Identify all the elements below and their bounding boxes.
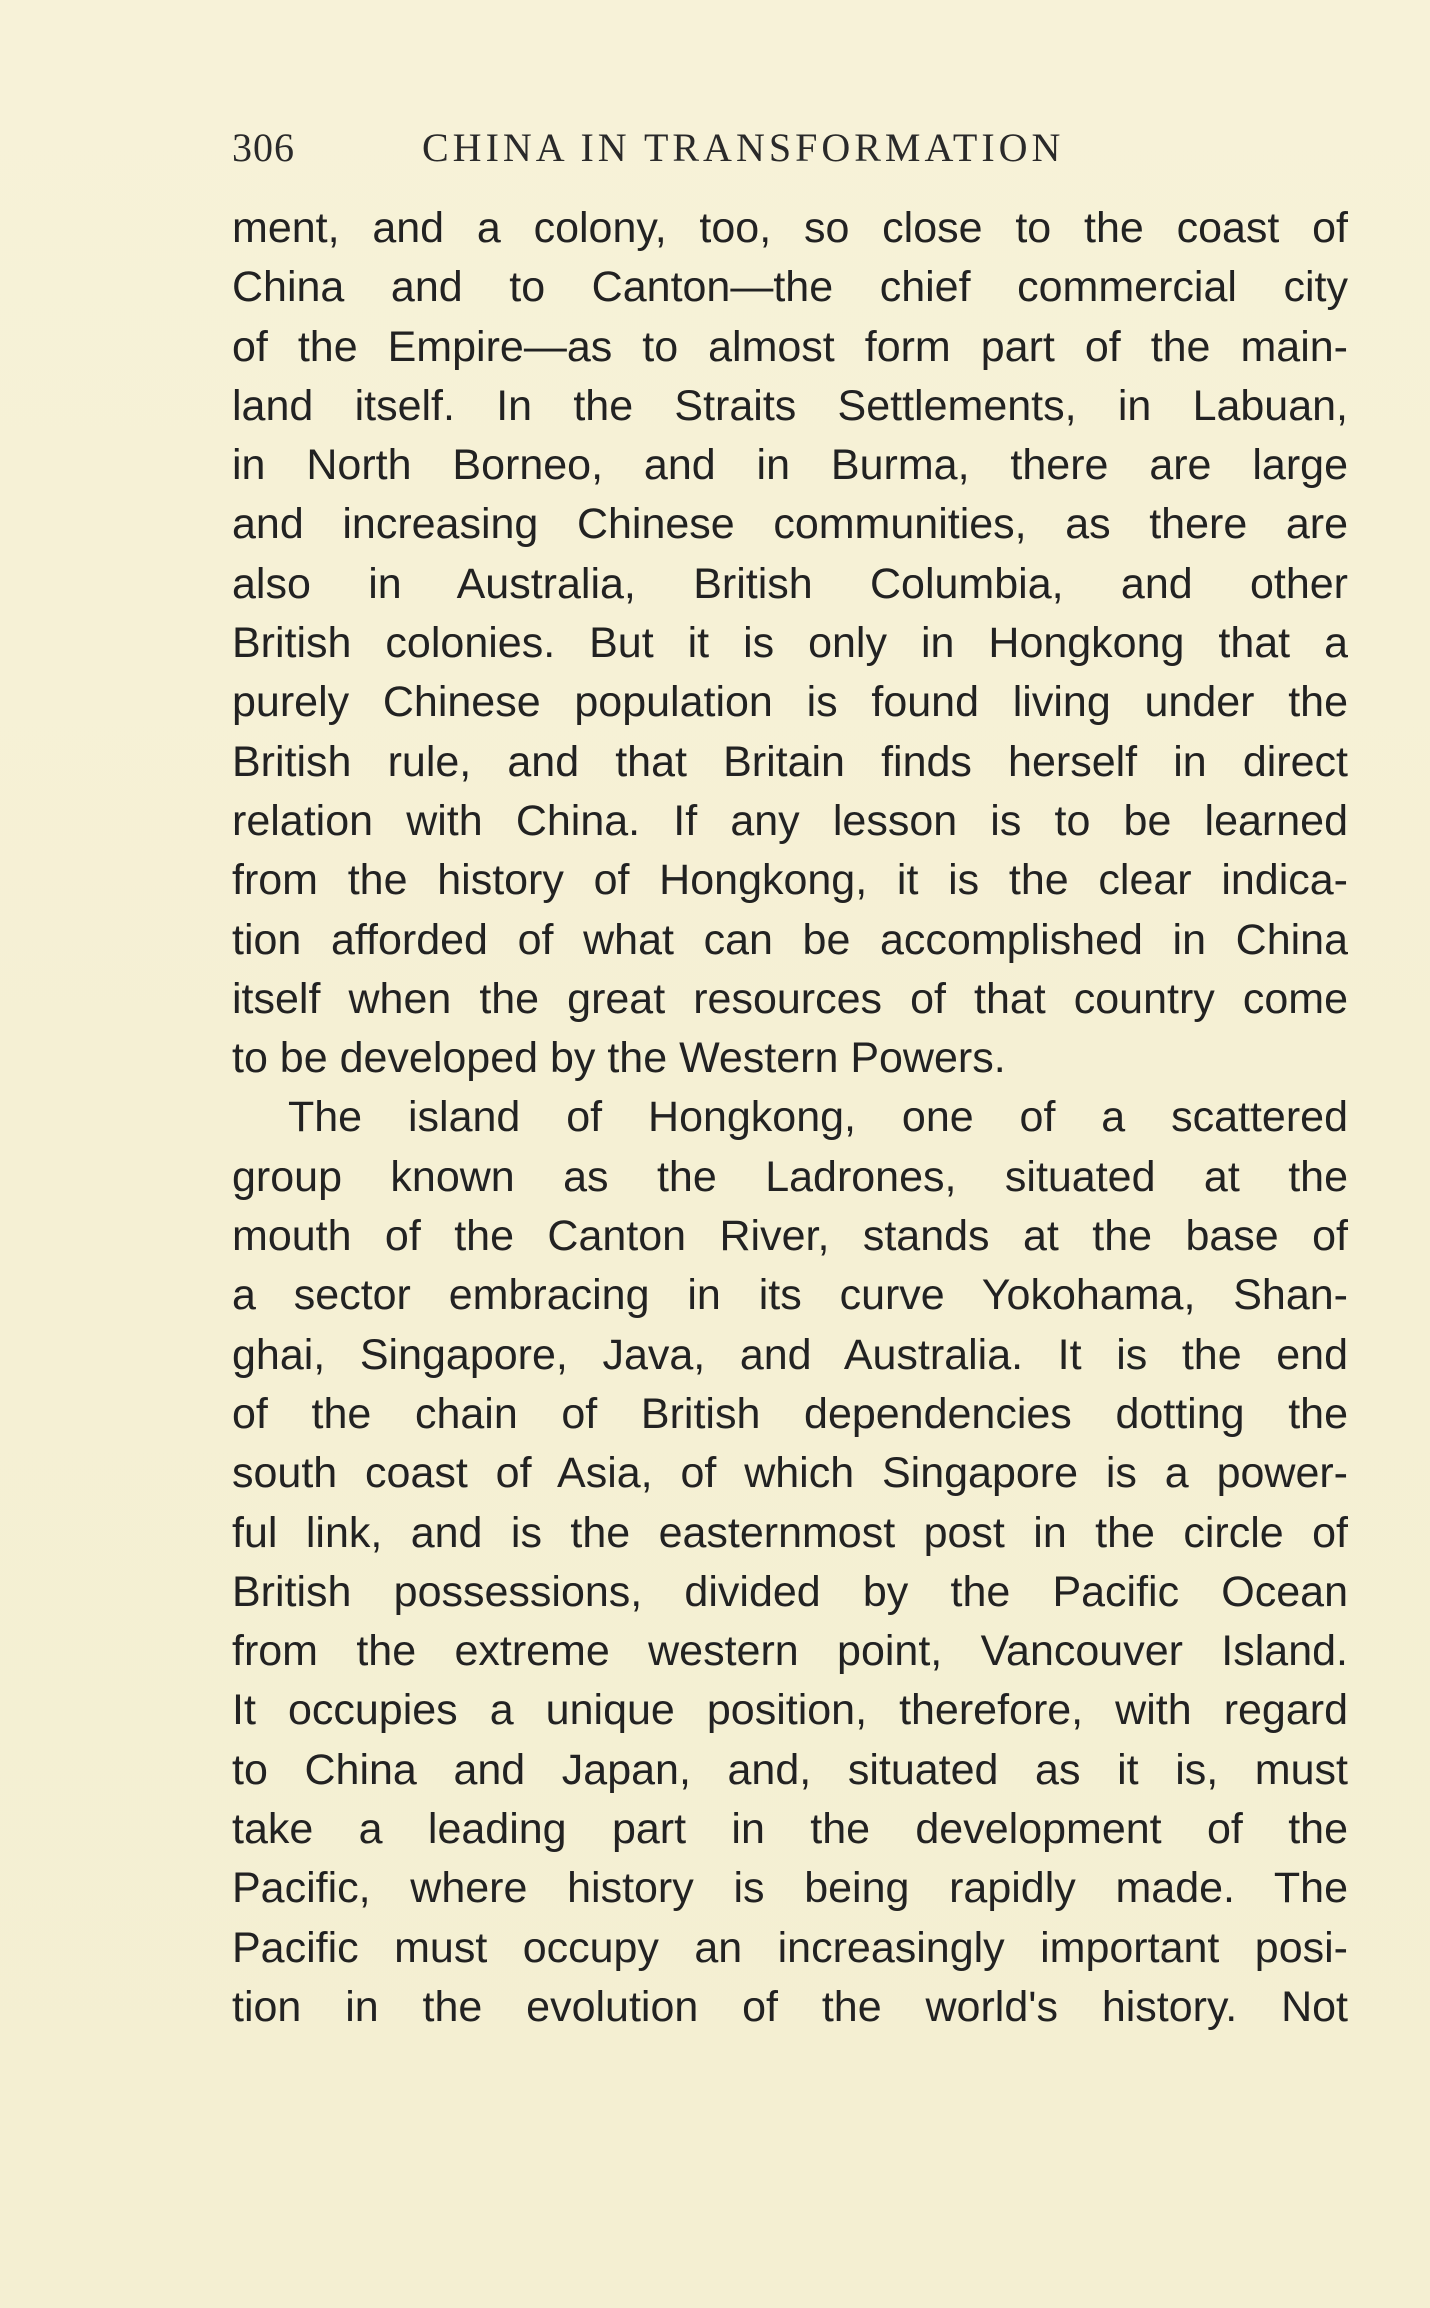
text-line: Pacific, where history is being rapidly made. The	[232, 1864, 1348, 1913]
text-line: group known as the Ladrones, situated at the	[232, 1152, 1348, 1201]
paragraph-end-line: to be developed by the Western Powers.	[232, 1034, 1006, 1083]
text-line: relation with China. If any lesson is to be learned	[232, 796, 1348, 845]
text-line: tion in the evolution of the world's history. Not	[232, 1982, 1348, 2031]
running-head-title: CHINA IN TRANSFORMATION	[422, 125, 1065, 170]
text-line: of the Empire—as to almost form part of the main-	[232, 322, 1348, 371]
text-line: Pacific must occupy an increasingly important posi-	[232, 1923, 1348, 1972]
text-line: to China and Japan, and, situated as it is, must	[232, 1745, 1348, 1794]
text-line: land itself. In the Straits Settlements, in Labuan,	[232, 381, 1348, 430]
page-number: 306	[232, 125, 295, 170]
text-line: ful link, and is the easternmost post in the circle of	[232, 1508, 1348, 1557]
body-text	[232, 199, 1348, 2037]
text-line: also in Australia, British Columbia, and other	[232, 559, 1348, 608]
text-line: and increasing Chinese communities, as there are	[232, 500, 1348, 549]
text-line: from the extreme western point, Vancouver Island.	[232, 1627, 1348, 1676]
text-line: itself when the great resources of that country come	[232, 974, 1348, 1023]
text-line: purely Chinese population is found living under the	[232, 678, 1348, 727]
text-line: British colonies. But it is only in Hongkong that a	[232, 619, 1348, 668]
text-line: British possessions, divided by the Pacific Ocean	[232, 1567, 1348, 1616]
paragraph-start-line: The island of Hongkong, one of a scattered	[288, 1093, 1348, 1142]
text-line: It occupies a unique position, therefore, with regard	[232, 1686, 1348, 1735]
text-line: in North Borneo, and in Burma, there are large	[232, 441, 1348, 490]
text-line: south coast of Asia, of which Singapore is a power-	[232, 1449, 1348, 1498]
text-line: mouth of the Canton River, stands at the base of	[232, 1212, 1348, 1261]
text-line: from the history of Hongkong, it is the clear indica-	[232, 856, 1348, 905]
text-line: of the chain of British dependencies dotting the	[232, 1389, 1348, 1438]
running-head	[232, 124, 1352, 184]
text-line: tion afforded of what can be accomplished in China	[232, 915, 1348, 964]
text-line: British rule, and that Britain finds herself in direct	[232, 737, 1348, 786]
text-line: take a leading part in the development of the	[232, 1805, 1348, 1854]
text-line: ment, and a colony, too, so close to the coast of	[232, 204, 1348, 252]
text-line: China and to Canton—the chief commercial city	[232, 263, 1348, 312]
text-line: ghai, Singapore, Java, and Australia. It is the end	[232, 1330, 1348, 1379]
text-line: a sector embracing in its curve Yokohama, Shan-	[232, 1271, 1348, 1320]
